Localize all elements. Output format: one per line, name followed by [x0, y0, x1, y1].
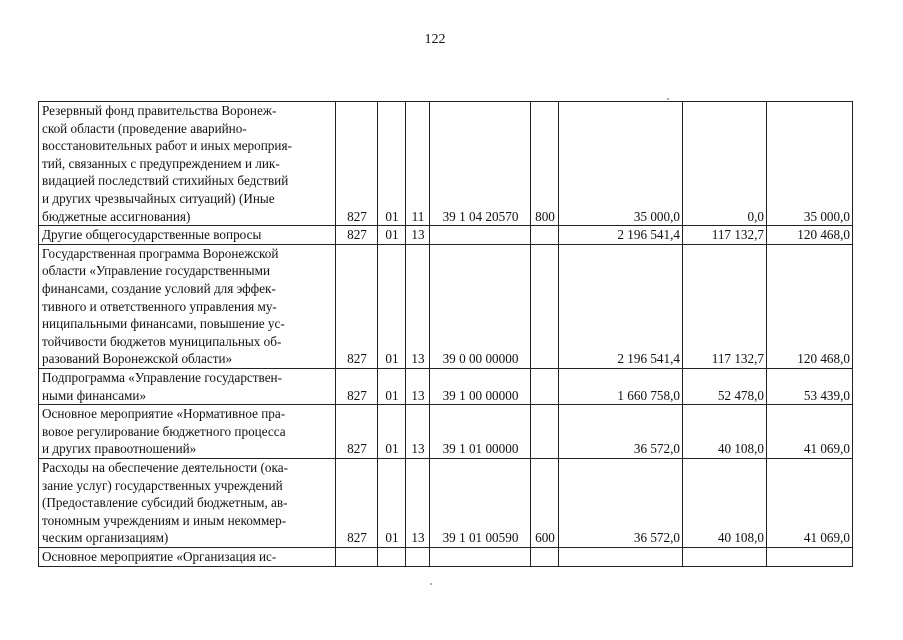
description-line: видацией последствий стихийных бедствий — [42, 173, 289, 189]
amount-year1-cell: 36 572,0 — [559, 405, 683, 459]
description-line: и других чрезвычайных ситуаций) (Иные — [42, 191, 275, 206]
expense-type-cell — [531, 405, 559, 459]
subsection-cell — [406, 547, 430, 566]
amount-year2-cell — [683, 547, 767, 566]
expense-type-cell — [531, 244, 559, 368]
subsection-cell: 13 — [406, 226, 430, 245]
section-cell: 01 — [378, 226, 406, 245]
table-row — [39, 244, 853, 368]
grbs-cell: 827 — [336, 226, 378, 245]
amount-year2-cell: 117 132,7 — [683, 244, 767, 368]
subsection-cell: 11 — [406, 102, 430, 226]
grbs-cell: 827 — [336, 244, 378, 368]
section-cell — [378, 547, 406, 566]
amount-year3-cell: 53 439,0 — [767, 368, 853, 404]
amount-year3-cell: 120 468,0 — [767, 226, 853, 245]
subsection-cell: 13 — [406, 458, 430, 547]
amount-year3-cell: 41 069,0 — [767, 458, 853, 547]
description-cell — [39, 458, 336, 547]
amount-year3-cell: 35 000,0 — [767, 102, 853, 226]
target-article-cell: 39 1 04 20570 — [430, 102, 531, 226]
description-line: тономным учреждениям и иным некоммер- — [42, 512, 287, 528]
target-article-cell: 39 1 01 00590 — [430, 458, 531, 547]
section-cell: 01 — [378, 368, 406, 404]
description-cell — [39, 547, 336, 566]
expense-type-cell — [531, 226, 559, 245]
budget-table — [38, 101, 853, 567]
description-line: Другие общегосударственные вопросы — [42, 227, 262, 243]
description-line: финансами, создание условий для эффек- — [42, 281, 276, 296]
amount-year1-cell: 2 196 541,4 — [559, 244, 683, 368]
section-cell: 01 — [378, 102, 406, 226]
description-line: Подпрограмма «Управление государствен- — [42, 369, 282, 385]
description-line: Основное мероприятие «Организация ис- — [42, 548, 277, 564]
section-cell: 01 — [378, 458, 406, 547]
grbs-cell: 827 — [336, 405, 378, 459]
expense-type-cell: 600 — [531, 458, 559, 547]
expense-type-cell — [531, 547, 559, 566]
description-cell — [39, 244, 336, 368]
grbs-cell: 827 — [336, 102, 378, 226]
amount-year1-cell — [559, 547, 683, 566]
target-article-cell — [430, 226, 531, 245]
amount-year2-cell: 52 478,0 — [683, 368, 767, 404]
description-line: ными финансами» — [42, 387, 147, 403]
table-row — [39, 226, 853, 245]
amount-year3-cell: 41 069,0 — [767, 405, 853, 459]
target-article-cell — [430, 547, 531, 566]
table-row — [39, 368, 853, 404]
subsection-cell: 13 — [406, 405, 430, 459]
description-line: Основное мероприятие «Нормативное пра- — [42, 406, 286, 422]
table-body — [39, 102, 853, 567]
amount-year2-cell: 117 132,7 — [683, 226, 767, 245]
description-line: тивного и ответственного управления му- — [42, 298, 277, 314]
grbs-cell — [336, 547, 378, 566]
scan-speck — [667, 98, 669, 100]
description-line: ской области (проведение аварийно- — [42, 120, 247, 136]
description-line: тий, связанных с предупреждением и лик- — [42, 155, 280, 171]
subsection-cell: 13 — [406, 244, 430, 368]
amount-year3-cell — [767, 547, 853, 566]
description-cell — [39, 405, 336, 459]
expense-type-cell — [531, 368, 559, 404]
target-article-cell: 39 1 01 00000 — [430, 405, 531, 459]
description-line: и других правоотношений» — [42, 441, 197, 457]
description-line: зание услуг) государственных учреждений — [42, 477, 283, 493]
section-cell: 01 — [378, 244, 406, 368]
target-article-cell: 39 1 00 00000 — [430, 368, 531, 404]
table-row — [39, 547, 853, 566]
description-line: восстановительных работ и иных мероприя- — [42, 138, 292, 154]
amount-year1-cell: 2 196 541,4 — [559, 226, 683, 245]
subsection-cell: 13 — [406, 368, 430, 404]
amount-year1-cell: 35 000,0 — [559, 102, 683, 226]
description-line: Резервный фонд правительства Воронеж- — [42, 103, 277, 119]
page-number: 122 — [424, 32, 446, 47]
description-line: Государственная программа Воронежской — [42, 245, 279, 261]
amount-year2-cell: 0,0 — [683, 102, 767, 226]
description-line: области «Управление государственными — [42, 263, 271, 279]
section-cell: 01 — [378, 405, 406, 459]
description-cell — [39, 226, 336, 245]
description-line: ниципальными финансами, повышение ус- — [42, 316, 285, 332]
description-line: бюджетные ассигнования) — [42, 208, 191, 224]
description-line: ческим организациям) — [42, 530, 169, 546]
description-line: разований Воронежской области» — [42, 351, 233, 367]
amount-year1-cell: 1 660 758,0 — [559, 368, 683, 404]
amount-year2-cell: 40 108,0 — [683, 405, 767, 459]
description-cell — [39, 102, 336, 226]
amount-year2-cell: 40 108,0 — [683, 458, 767, 547]
expense-type-cell: 800 — [531, 102, 559, 226]
description-line: Расходы на обеспечение деятельности (ока- — [42, 459, 288, 475]
amount-year3-cell: 120 468,0 — [767, 244, 853, 368]
grbs-cell: 827 — [336, 458, 378, 547]
description-line: (Предоставление субсидий бюджетным, ав- — [42, 495, 288, 511]
scan-speck — [430, 583, 432, 585]
description-line: вовое регулирование бюджетного процесса — [42, 423, 286, 439]
target-article-cell: 39 0 00 00000 — [430, 244, 531, 368]
table-row — [39, 458, 853, 547]
description-line: тойчивости бюджетов муниципальных об- — [42, 333, 282, 349]
amount-year1-cell: 36 572,0 — [559, 458, 683, 547]
grbs-cell: 827 — [336, 368, 378, 404]
description-cell — [39, 368, 336, 404]
table-row — [39, 102, 853, 226]
table-row — [39, 405, 853, 459]
